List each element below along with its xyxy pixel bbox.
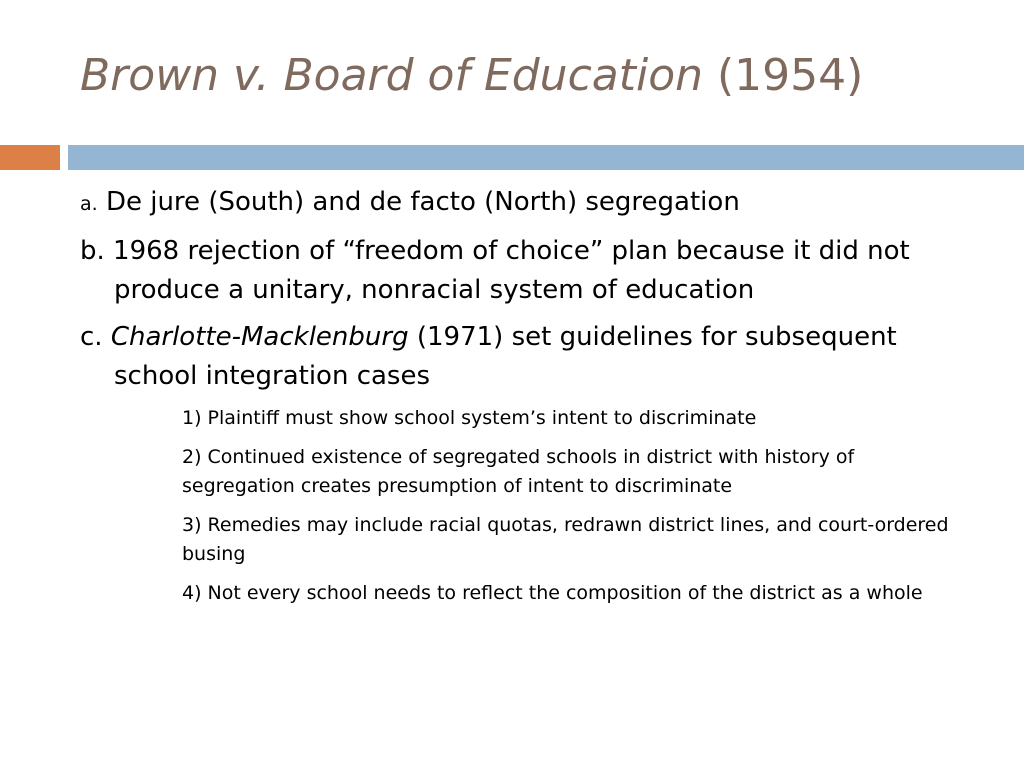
bullet-a (80, 182, 980, 224)
slide-title (80, 52, 863, 100)
accent-bar-blue (68, 145, 1024, 170)
bullet-c-case-name: Charlotte-Macklenburg (110, 322, 409, 352)
bullet-c (80, 318, 980, 396)
subpoint-2: 2) Continued existence of segregated schools in district with history of segregation creates presumption of intent to discriminate (182, 446, 855, 497)
subpoint-1: 1) Plaintiff must show school system’s intent to discriminate (182, 407, 757, 429)
bullet-b: b. 1968 rejection of “freedom of choice” plan because it did not produce a unitary, nonracial system of education (80, 236, 910, 305)
accent-bar-orange (0, 145, 60, 170)
subpoint-4: 4) Not every school needs to reflect the composition of the district as a whole (182, 582, 923, 604)
title-case-name: Brown v. Board of Education (80, 50, 704, 101)
bullet-a-text: De jure (South) and de facto (North) segregation (97, 187, 740, 217)
title-year: (1954) (703, 50, 864, 101)
bullet-c-text: (1971) set guidelines for subsequent school integration cases (114, 322, 897, 391)
subpoint-3: 3) Remedies may include racial quotas, redrawn district lines, and court-ordered busing (182, 514, 949, 565)
slide-body (80, 182, 980, 618)
bullet-a-marker: a. (80, 193, 98, 215)
bullet-c-prefix: c. (80, 322, 111, 352)
